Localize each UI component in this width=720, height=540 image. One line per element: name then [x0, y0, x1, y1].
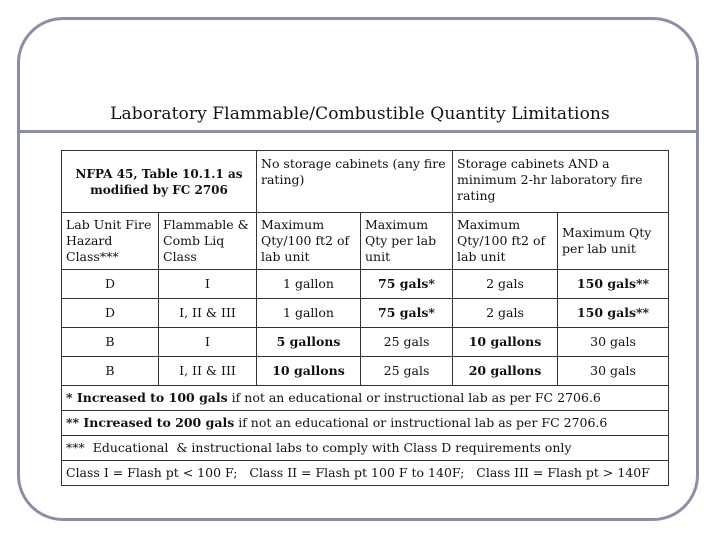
table-row — [62, 328, 669, 357]
liquid-class-header: Flammable & Comb Liq Class — [159, 213, 257, 270]
footnote-1-bold: * Increased to 100 gals — [66, 390, 228, 405]
nc-unit-cell: 75 gals* — [361, 270, 453, 299]
footnote-1-text: if not an educational or instructional lab as per FC 2706.6 — [227, 390, 601, 405]
max-per-unit-no-cabinet-header: Maximum Qty per lab unit — [361, 213, 453, 270]
c-unit-cell: 30 gals — [558, 328, 669, 357]
title-divider — [20, 130, 699, 133]
c-unit-cell: 150 gals** — [558, 299, 669, 328]
nc-100-cell: 1 gallon — [257, 270, 361, 299]
nc-100-cell: 10 gallons — [257, 357, 361, 386]
footnote-3: *** Educational & instructional labs to comply with Class D requirements only — [62, 436, 669, 461]
hazard-class-header: Lab Unit Fire Hazard Class*** — [62, 213, 159, 270]
c-100-cell: 2 gals — [453, 299, 558, 328]
max-per-unit-cabinet-header: Maximum Qty per lab unit — [558, 213, 669, 270]
c-unit-cell: 150 gals** — [558, 270, 669, 299]
liquid-cell: I, II & III — [159, 357, 257, 386]
liquid-cell: I — [159, 328, 257, 357]
footnote-row — [62, 461, 669, 486]
footnote-row — [62, 436, 669, 461]
table-row — [62, 357, 669, 386]
footnote-row — [62, 386, 669, 411]
footnote-2-text: if not an educational or instructional lab as per FC 2706.6 — [234, 415, 608, 430]
with-cabinets-header: Storage cabinets AND a minimum 2-hr laboratory fire rating — [453, 151, 669, 213]
footnote-2-bold: ** Increased to 200 gals — [66, 415, 235, 430]
nfpa-header: NFPA 45, Table 10.1.1 as modified by FC 2706 — [62, 151, 257, 213]
nc-unit-cell: 75 gals* — [361, 299, 453, 328]
footnote-2 — [62, 411, 669, 436]
footnote-row — [62, 411, 669, 436]
hazard-cell: B — [62, 328, 159, 357]
hazard-cell: D — [62, 270, 159, 299]
table-subheader-row — [62, 213, 669, 270]
footnote-4: Class I = Flash pt < 100 F; Class II = Flash pt 100 F to 140F; Class III = Flash pt > 140F — [62, 461, 669, 486]
hazard-cell: B — [62, 357, 159, 386]
no-cabinets-header: No storage cabinets (any fire rating) — [257, 151, 453, 213]
c-unit-cell: 30 gals — [558, 357, 669, 386]
c-100-cell: 2 gals — [453, 270, 558, 299]
table-header-row — [62, 151, 669, 213]
nc-100-cell: 1 gallon — [257, 299, 361, 328]
max-per-100-cabinet-header: Maximum Qty/100 ft2 of lab unit — [453, 213, 558, 270]
max-per-100-no-cabinet-header: Maximum Qty/100 ft2 of lab unit — [257, 213, 361, 270]
liquid-cell: I — [159, 270, 257, 299]
quantity-limits-table — [61, 150, 669, 486]
nc-unit-cell: 25 gals — [361, 357, 453, 386]
table-row — [62, 270, 669, 299]
footnote-1 — [62, 386, 669, 411]
hazard-cell: D — [62, 299, 159, 328]
nc-unit-cell: 25 gals — [361, 328, 453, 357]
c-100-cell: 10 gallons — [453, 328, 558, 357]
table-row — [62, 299, 669, 328]
c-100-cell: 20 gallons — [453, 357, 558, 386]
nc-100-cell: 5 gallons — [257, 328, 361, 357]
slide-title: Laboratory Flammable/Combustible Quantity Limitations — [110, 104, 610, 124]
liquid-cell: I, II & III — [159, 299, 257, 328]
